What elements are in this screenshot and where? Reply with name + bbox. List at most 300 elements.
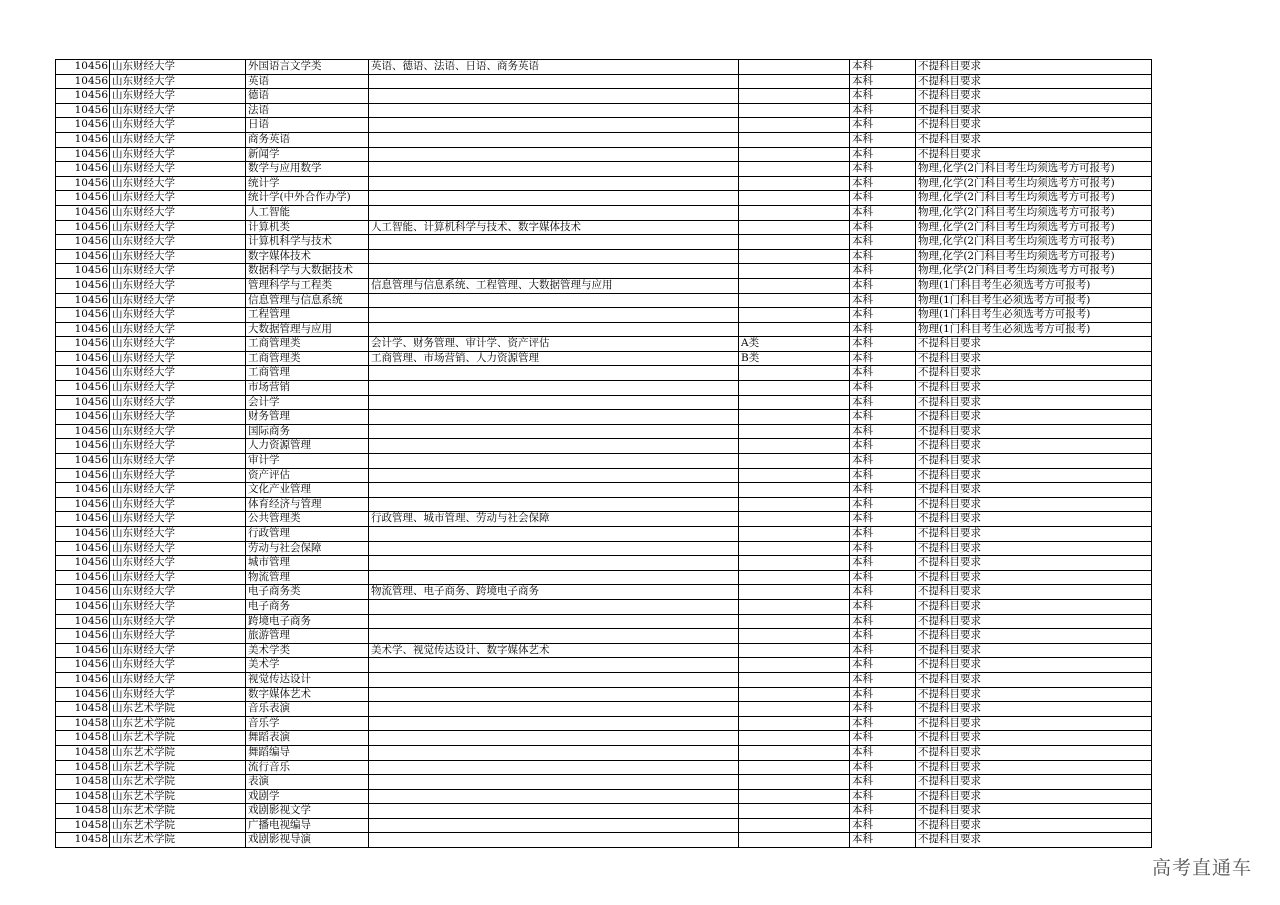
included-majors-cell [369, 483, 739, 498]
subject-requirement-cell: 不提科目要求 [916, 804, 1152, 819]
subject-requirement-cell: 不提科目要求 [916, 395, 1152, 410]
school-code-cell: 10456 [56, 585, 110, 600]
category-cell [739, 103, 850, 118]
category-cell [739, 439, 850, 454]
school-code-cell: 10458 [56, 731, 110, 746]
level-cell: 本科 [850, 804, 916, 819]
included-majors-cell [369, 176, 739, 191]
major-name-cell: 公共管理类 [246, 512, 369, 527]
level-cell: 本科 [850, 731, 916, 746]
category-cell [739, 672, 850, 687]
subject-requirement-cell: 不提科目要求 [916, 541, 1152, 556]
table-body [56, 60, 1152, 848]
table-row [56, 804, 1152, 819]
level-cell: 本科 [850, 570, 916, 585]
category-cell [739, 308, 850, 323]
school-name-cell: 山东财经大学 [110, 629, 246, 644]
school-name-cell: 山东财经大学 [110, 293, 246, 308]
category-cell [739, 556, 850, 571]
enrollment-table [55, 59, 1152, 848]
category-cell [739, 381, 850, 396]
subject-requirement-cell: 不提科目要求 [916, 527, 1152, 542]
subject-requirement-cell: 不提科目要求 [916, 570, 1152, 585]
category-cell [739, 570, 850, 585]
school-name-cell: 山东财经大学 [110, 103, 246, 118]
table-row [56, 745, 1152, 760]
table-row [56, 60, 1152, 75]
table-row [56, 556, 1152, 571]
subject-requirement-cell: 不提科目要求 [916, 833, 1152, 848]
category-cell [739, 162, 850, 177]
table-row [56, 118, 1152, 133]
included-majors-cell [369, 395, 739, 410]
major-name-cell: 工商管理 [246, 366, 369, 381]
table-row [56, 731, 1152, 746]
major-name-cell: 劳动与社会保障 [246, 541, 369, 556]
school-name-cell: 山东艺术学院 [110, 775, 246, 790]
table-row [56, 570, 1152, 585]
school-code-cell: 10456 [56, 89, 110, 104]
level-cell: 本科 [850, 483, 916, 498]
school-code-cell: 10456 [56, 439, 110, 454]
school-code-cell: 10458 [56, 804, 110, 819]
school-name-cell: 山东财经大学 [110, 483, 246, 498]
level-cell: 本科 [850, 118, 916, 133]
subject-requirement-cell: 物理(1门科目考生必须选考方可报考) [916, 322, 1152, 337]
subject-requirement-cell: 不提科目要求 [916, 103, 1152, 118]
school-name-cell: 山东财经大学 [110, 410, 246, 425]
subject-requirement-cell: 不提科目要求 [916, 745, 1152, 760]
school-name-cell: 山东艺术学院 [110, 745, 246, 760]
school-name-cell: 山东艺术学院 [110, 789, 246, 804]
level-cell: 本科 [850, 293, 916, 308]
school-code-cell: 10458 [56, 716, 110, 731]
table-row [56, 716, 1152, 731]
category-cell [739, 833, 850, 848]
included-majors-cell [369, 439, 739, 454]
table-row [56, 264, 1152, 279]
subject-requirement-cell: 物理,化学(2门科目考生均须选考方可报考) [916, 162, 1152, 177]
included-majors-cell: 信息管理与信息系统、工程管理、大数据管理与应用 [369, 278, 739, 293]
category-cell [739, 614, 850, 629]
level-cell: 本科 [850, 716, 916, 731]
school-code-cell: 10456 [56, 351, 110, 366]
school-name-cell: 山东财经大学 [110, 249, 246, 264]
included-majors-cell [369, 672, 739, 687]
school-name-cell: 山东财经大学 [110, 308, 246, 323]
level-cell: 本科 [850, 687, 916, 702]
school-code-cell: 10456 [56, 424, 110, 439]
major-name-cell: 大数据管理与应用 [246, 322, 369, 337]
level-cell: 本科 [850, 468, 916, 483]
school-code-cell: 10456 [56, 191, 110, 206]
school-name-cell: 山东财经大学 [110, 366, 246, 381]
category-cell [739, 395, 850, 410]
category-cell [739, 89, 850, 104]
major-name-cell: 统计学(中外合作办学) [246, 191, 369, 206]
table-row [56, 672, 1152, 687]
school-name-cell: 山东财经大学 [110, 60, 246, 75]
table-row [56, 789, 1152, 804]
category-cell [739, 60, 850, 75]
category-cell [739, 454, 850, 469]
included-majors-cell [369, 702, 739, 717]
level-cell: 本科 [850, 366, 916, 381]
subject-requirement-cell: 不提科目要求 [916, 454, 1152, 469]
table-row [56, 278, 1152, 293]
school-name-cell: 山东财经大学 [110, 322, 246, 337]
category-cell [739, 731, 850, 746]
school-name-cell: 山东艺术学院 [110, 760, 246, 775]
category-cell [739, 191, 850, 206]
level-cell: 本科 [850, 191, 916, 206]
level-cell: 本科 [850, 424, 916, 439]
level-cell: 本科 [850, 278, 916, 293]
table-row [56, 818, 1152, 833]
major-name-cell: 流行音乐 [246, 760, 369, 775]
included-majors-cell: 英语、德语、法语、日语、商务英语 [369, 60, 739, 75]
subject-requirement-cell: 不提科目要求 [916, 497, 1152, 512]
table-row [56, 366, 1152, 381]
included-majors-cell [369, 497, 739, 512]
subject-requirement-cell: 不提科目要求 [916, 775, 1152, 790]
major-name-cell: 工商管理类 [246, 337, 369, 352]
school-code-cell: 10456 [56, 527, 110, 542]
subject-requirement-cell: 不提科目要求 [916, 351, 1152, 366]
category-cell [739, 74, 850, 89]
school-code-cell: 10458 [56, 702, 110, 717]
school-code-cell: 10458 [56, 789, 110, 804]
major-name-cell: 德语 [246, 89, 369, 104]
school-name-cell: 山东财经大学 [110, 512, 246, 527]
school-name-cell: 山东财经大学 [110, 176, 246, 191]
category-cell [739, 468, 850, 483]
subject-requirement-cell: 物理,化学(2门科目考生均须选考方可报考) [916, 264, 1152, 279]
school-code-cell: 10456 [56, 264, 110, 279]
school-name-cell: 山东艺术学院 [110, 833, 246, 848]
school-name-cell: 山东艺术学院 [110, 731, 246, 746]
school-name-cell: 山东财经大学 [110, 191, 246, 206]
school-name-cell: 山东财经大学 [110, 570, 246, 585]
school-code-cell: 10456 [56, 176, 110, 191]
school-code-cell: 10456 [56, 132, 110, 147]
included-majors-cell [369, 658, 739, 673]
table-row [56, 497, 1152, 512]
school-name-cell: 山东财经大学 [110, 556, 246, 571]
table-row [56, 235, 1152, 250]
subject-requirement-cell: 物理,化学(2门科目考生均须选考方可报考) [916, 220, 1152, 235]
level-cell: 本科 [850, 672, 916, 687]
category-cell [739, 118, 850, 133]
level-cell: 本科 [850, 235, 916, 250]
school-name-cell: 山东财经大学 [110, 599, 246, 614]
category-cell [739, 497, 850, 512]
school-code-cell: 10456 [56, 235, 110, 250]
subject-requirement-cell: 不提科目要求 [916, 731, 1152, 746]
included-majors-cell [369, 818, 739, 833]
category-cell [739, 599, 850, 614]
included-majors-cell [369, 424, 739, 439]
level-cell: 本科 [850, 818, 916, 833]
school-name-cell: 山东财经大学 [110, 527, 246, 542]
school-code-cell: 10456 [56, 570, 110, 585]
table-row [56, 512, 1152, 527]
subject-requirement-cell: 不提科目要求 [916, 702, 1152, 717]
subject-requirement-cell: 不提科目要求 [916, 410, 1152, 425]
level-cell: 本科 [850, 599, 916, 614]
school-code-cell: 10456 [56, 293, 110, 308]
included-majors-cell [369, 454, 739, 469]
major-name-cell: 戏剧影视导演 [246, 833, 369, 848]
school-code-cell: 10456 [56, 205, 110, 220]
level-cell: 本科 [850, 454, 916, 469]
school-code-cell: 10456 [56, 497, 110, 512]
school-name-cell: 山东财经大学 [110, 497, 246, 512]
level-cell: 本科 [850, 337, 916, 352]
school-name-cell: 山东财经大学 [110, 585, 246, 600]
major-name-cell: 市场营销 [246, 381, 369, 396]
included-majors-cell [369, 760, 739, 775]
category-cell [739, 424, 850, 439]
level-cell: 本科 [850, 833, 916, 848]
school-name-cell: 山东财经大学 [110, 162, 246, 177]
subject-requirement-cell: 不提科目要求 [916, 147, 1152, 162]
school-code-cell: 10456 [56, 337, 110, 352]
major-name-cell: 外国语言文学类 [246, 60, 369, 75]
table-row [56, 527, 1152, 542]
school-code-cell: 10456 [56, 599, 110, 614]
school-code-cell: 10456 [56, 118, 110, 133]
major-name-cell: 体育经济与管理 [246, 497, 369, 512]
category-cell [739, 541, 850, 556]
level-cell: 本科 [850, 162, 916, 177]
category-cell [739, 278, 850, 293]
school-name-cell: 山东艺术学院 [110, 818, 246, 833]
school-code-cell: 10456 [56, 395, 110, 410]
included-majors-cell [369, 614, 739, 629]
category-cell [739, 775, 850, 790]
school-name-cell: 山东财经大学 [110, 687, 246, 702]
major-name-cell: 音乐表演 [246, 702, 369, 717]
table-row [56, 585, 1152, 600]
category-cell [739, 293, 850, 308]
table-row [56, 220, 1152, 235]
school-name-cell: 山东财经大学 [110, 424, 246, 439]
school-name-cell: 山东财经大学 [110, 118, 246, 133]
subject-requirement-cell: 不提科目要求 [916, 599, 1152, 614]
level-cell: 本科 [850, 308, 916, 323]
category-cell [739, 818, 850, 833]
subject-requirement-cell: 不提科目要求 [916, 760, 1152, 775]
school-name-cell: 山东艺术学院 [110, 804, 246, 819]
school-code-cell: 10456 [56, 468, 110, 483]
subject-requirement-cell: 不提科目要求 [916, 789, 1152, 804]
level-cell: 本科 [850, 614, 916, 629]
included-majors-cell: 物流管理、电子商务、跨境电子商务 [369, 585, 739, 600]
category-cell [739, 147, 850, 162]
major-name-cell: 计算机科学与技术 [246, 235, 369, 250]
school-code-cell: 10456 [56, 629, 110, 644]
major-name-cell: 数据科学与大数据技术 [246, 264, 369, 279]
subject-requirement-cell: 不提科目要求 [916, 439, 1152, 454]
school-name-cell: 山东财经大学 [110, 439, 246, 454]
major-name-cell: 舞蹈表演 [246, 731, 369, 746]
category-cell [739, 804, 850, 819]
included-majors-cell [369, 89, 739, 104]
included-majors-cell [369, 381, 739, 396]
category-cell [739, 322, 850, 337]
included-majors-cell [369, 293, 739, 308]
included-majors-cell [369, 410, 739, 425]
level-cell: 本科 [850, 205, 916, 220]
level-cell: 本科 [850, 249, 916, 264]
table-row [56, 643, 1152, 658]
major-name-cell: 美术学 [246, 658, 369, 673]
included-majors-cell [369, 687, 739, 702]
major-name-cell: 管理科学与工程类 [246, 278, 369, 293]
school-code-cell: 10456 [56, 643, 110, 658]
table-row [56, 629, 1152, 644]
level-cell: 本科 [850, 176, 916, 191]
school-code-cell: 10456 [56, 308, 110, 323]
school-code-cell: 10456 [56, 322, 110, 337]
included-majors-cell [369, 789, 739, 804]
level-cell: 本科 [850, 74, 916, 89]
school-code-cell: 10456 [56, 249, 110, 264]
table-row [56, 658, 1152, 673]
included-majors-cell [369, 527, 739, 542]
subject-requirement-cell: 不提科目要求 [916, 658, 1152, 673]
table-row [56, 614, 1152, 629]
school-name-cell: 山东财经大学 [110, 205, 246, 220]
subject-requirement-cell: 不提科目要求 [916, 585, 1152, 600]
level-cell: 本科 [850, 264, 916, 279]
table-row [56, 468, 1152, 483]
included-majors-cell [369, 322, 739, 337]
major-name-cell: 戏剧影视文学 [246, 804, 369, 819]
school-code-cell: 10456 [56, 454, 110, 469]
major-name-cell: 电子商务 [246, 599, 369, 614]
major-name-cell: 商务英语 [246, 132, 369, 147]
table-row [56, 162, 1152, 177]
school-code-cell: 10456 [56, 410, 110, 425]
subject-requirement-cell: 不提科目要求 [916, 716, 1152, 731]
major-name-cell: 英语 [246, 74, 369, 89]
major-name-cell: 计算机类 [246, 220, 369, 235]
subject-requirement-cell: 不提科目要求 [916, 643, 1152, 658]
table-row [56, 483, 1152, 498]
included-majors-cell [369, 556, 739, 571]
included-majors-cell [369, 570, 739, 585]
category-cell [739, 789, 850, 804]
subject-requirement-cell: 物理,化学(2门科目考生均须选考方可报考) [916, 176, 1152, 191]
major-name-cell: 数学与应用数学 [246, 162, 369, 177]
table-row [56, 249, 1152, 264]
school-code-cell: 10456 [56, 614, 110, 629]
table-row [56, 205, 1152, 220]
table-row [56, 775, 1152, 790]
category-cell [739, 658, 850, 673]
subject-requirement-cell: 物理,化学(2门科目考生均须选考方可报考) [916, 249, 1152, 264]
level-cell: 本科 [850, 541, 916, 556]
level-cell: 本科 [850, 89, 916, 104]
major-name-cell: 表演 [246, 775, 369, 790]
subject-requirement-cell: 物理,化学(2门科目考生均须选考方可报考) [916, 205, 1152, 220]
school-name-cell: 山东财经大学 [110, 614, 246, 629]
category-cell [739, 745, 850, 760]
school-name-cell: 山东财经大学 [110, 672, 246, 687]
subject-requirement-cell: 不提科目要求 [916, 381, 1152, 396]
table-row [56, 176, 1152, 191]
category-cell [739, 264, 850, 279]
included-majors-cell [369, 775, 739, 790]
school-code-cell: 10456 [56, 556, 110, 571]
category-cell [739, 687, 850, 702]
subject-requirement-cell: 不提科目要求 [916, 556, 1152, 571]
table-row [56, 454, 1152, 469]
major-name-cell: 统计学 [246, 176, 369, 191]
table-row [56, 74, 1152, 89]
subject-requirement-cell: 不提科目要求 [916, 424, 1152, 439]
included-majors-cell [369, 731, 739, 746]
included-majors-cell [369, 468, 739, 483]
level-cell: 本科 [850, 643, 916, 658]
table-row [56, 191, 1152, 206]
major-name-cell: 资产评估 [246, 468, 369, 483]
subject-requirement-cell: 不提科目要求 [916, 60, 1152, 75]
school-code-cell: 10456 [56, 687, 110, 702]
school-code-cell: 10456 [56, 366, 110, 381]
category-cell [739, 220, 850, 235]
major-name-cell: 跨境电子商务 [246, 614, 369, 629]
included-majors-cell [369, 118, 739, 133]
school-code-cell: 10456 [56, 147, 110, 162]
subject-requirement-cell: 不提科目要求 [916, 118, 1152, 133]
school-code-cell: 10456 [56, 162, 110, 177]
subject-requirement-cell: 不提科目要求 [916, 132, 1152, 147]
school-name-cell: 山东财经大学 [110, 468, 246, 483]
table-row [56, 337, 1152, 352]
major-name-cell: 会计学 [246, 395, 369, 410]
major-name-cell: 视觉传达设计 [246, 672, 369, 687]
subject-requirement-cell: 物理(1门科目考生必须选考方可报考) [916, 278, 1152, 293]
major-name-cell: 新闻学 [246, 147, 369, 162]
category-cell [739, 132, 850, 147]
table-row [56, 424, 1152, 439]
major-name-cell: 数字媒体技术 [246, 249, 369, 264]
subject-requirement-cell: 不提科目要求 [916, 337, 1152, 352]
included-majors-cell: 工商管理、市场营销、人力资源管理 [369, 351, 739, 366]
table-row [56, 760, 1152, 775]
level-cell: 本科 [850, 395, 916, 410]
table-row [56, 702, 1152, 717]
school-code-cell: 10456 [56, 74, 110, 89]
table-row [56, 833, 1152, 848]
watermark-text: 高考直通车 [1151, 857, 1252, 879]
subject-requirement-cell: 不提科目要求 [916, 672, 1152, 687]
category-cell [739, 527, 850, 542]
category-cell [739, 205, 850, 220]
level-cell: 本科 [850, 512, 916, 527]
school-name-cell: 山东艺术学院 [110, 702, 246, 717]
school-code-cell: 10456 [56, 60, 110, 75]
category-cell [739, 410, 850, 425]
level-cell: 本科 [850, 760, 916, 775]
included-majors-cell [369, 147, 739, 162]
subject-requirement-cell: 物理,化学(2门科目考生均须选考方可报考) [916, 235, 1152, 250]
school-code-cell: 10458 [56, 833, 110, 848]
included-majors-cell [369, 249, 739, 264]
